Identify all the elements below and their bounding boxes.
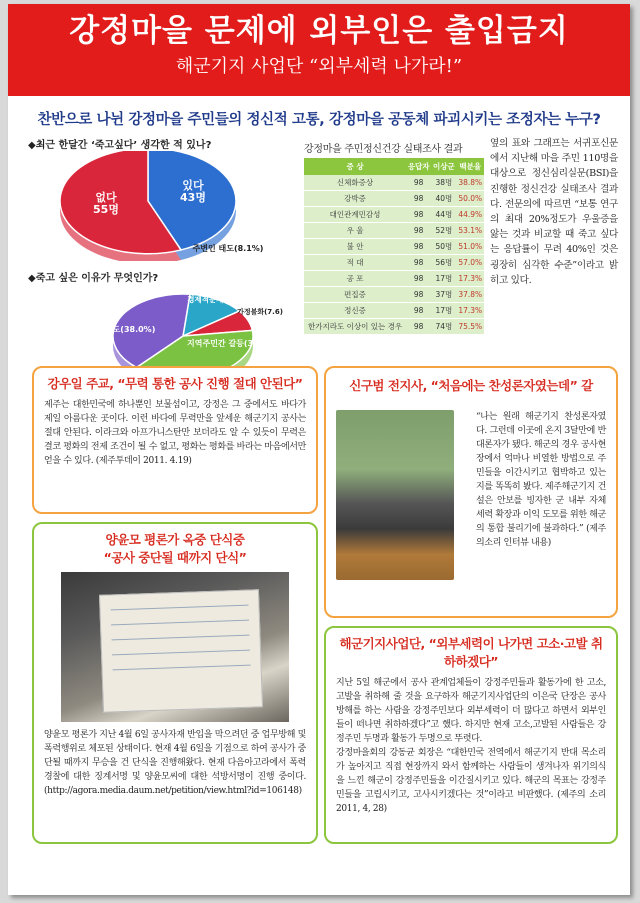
intro-text: 옆의 표와 그래프는 서귀포신문에서 지난해 마을 주민 110명을 대상으로 정신심리실문(BSI)을 진행한 정신건강 실태조사 결과다. 전문의에 따르면 “보통 연구의 최대 20%정도가 우울증을 앓는 것과 비교할 때 죽고 싶다는 응답률이 무려 40%인 것은 굉장히 심각한 수준”이라고 밝히고 있다.: [490, 138, 618, 286]
table-cell: 57.0%: [457, 255, 484, 271]
header-banner: [8, 4, 630, 96]
table-cell: 98: [406, 287, 431, 303]
table-cell: 44명: [431, 207, 456, 223]
table-cell: 40명: [431, 191, 456, 207]
chart1-question: ◆최근 한달간 ‘죽고싶다’ 생각한 적 있나?: [28, 140, 212, 151]
table-cell: 98: [406, 255, 431, 271]
table-cell: 98: [406, 239, 431, 255]
pie-slice-label: 없다: [95, 191, 117, 204]
table-cell: 적 대: [304, 255, 406, 271]
survey-table: [304, 158, 484, 335]
table-cell: 17.3%: [457, 271, 484, 287]
table-cell: 공 포: [304, 271, 406, 287]
table-header-cell: 증 상: [304, 158, 406, 175]
table-cell: 98: [406, 223, 431, 239]
table-cell: 74명: [431, 319, 456, 335]
pie-chart-1: [28, 151, 296, 261]
box3-title-line2: “공사 중단될 때까지 단식”: [103, 550, 247, 565]
box2-title: 신구범 전지사, “처음에는 찬성론자였는데” 갈: [349, 378, 593, 393]
table-cell: 51.0%: [457, 239, 484, 255]
page: [8, 4, 630, 895]
table-row: [304, 255, 484, 271]
table-cell: 37명: [431, 287, 456, 303]
table-cell: 98: [406, 319, 431, 335]
table-cell: 신체화증상: [304, 175, 406, 191]
table-row: [304, 303, 484, 319]
box1-body: 제주는 대한민국에 하나뿐인 보물섬이고, 강정은 그 중에서도 바다가 제일 아름다운 곳이다. 이런 바다에 무력만을 앞세운 해군기지 공사는 절대 안된다. 이라크와 아프가니스탄만 보더라도 알 수 있듯이 무력은 결코 평화의 전제 조건이 될 수 없고, 평화는 평화를 바라는 마음에서만 얻을 수 있다. (제주투데이 2011. 4.19): [44, 400, 306, 466]
table-row: [304, 175, 484, 191]
survey-table-area: [304, 140, 484, 335]
box3-body: 양윤모 평론가 지난 4월 6일 공사자재 반입을 막으려던 중 업무방해 및 폭력행위로 체포된 상태이다. 현재 4월 6일을 기점으로 하여 공사가 중단될 때까지 무승을 건 단식을 진행해왔다. 현재 다음아고라에서 폭력경찰에 대한 징계서명 및 양윤모씨에 대한 석방서명이 진행 중이다.(http://agora.media.daum.net/petition/view.html?id=106148): [44, 730, 306, 796]
pie-charts: [28, 136, 296, 366]
table-cell: 56명: [431, 255, 456, 271]
table-header-cell: 이상군: [431, 158, 456, 175]
table-cell: 불 안: [304, 239, 406, 255]
box4-title: 해군기지사업단, “외부세력이 나가면 고소·고발 취하하겠다”: [339, 636, 603, 669]
table-cell: 17명: [431, 271, 456, 287]
table-cell: 44.9%: [457, 207, 484, 223]
table-cell: 50.0%: [457, 191, 484, 207]
photo-man-with-dog: [336, 410, 454, 580]
table-cell: 대인관계민감성: [304, 207, 406, 223]
table-cell: 정신증: [304, 303, 406, 319]
table-row: [304, 239, 484, 255]
pie-slice-label: 가정불화(7.6): [237, 308, 283, 316]
table-row: [304, 287, 484, 303]
section-title: 찬반으로 나뉜 강정마을 주민들의 정신적 고통, 강정마을 공동체 파괴시키는 조정자는 누구?: [37, 112, 601, 128]
box1-title: 강우일 주교, “무력 통한 공사 진행 절대 안된다”: [47, 376, 303, 391]
pie-slice-label: 지역주민간 갈등(36.7%): [187, 339, 279, 348]
table-cell: 17.3%: [457, 303, 484, 319]
pie-slice-label: 정부나 도의 태도(38.0%): [60, 325, 156, 334]
box-shin-governor: [324, 366, 618, 618]
page-title: 강정마을 문제에 외부인은 출입금지: [69, 13, 569, 49]
table-row: [304, 223, 484, 239]
box2-body: “나는 원래 해군기지 찬성론자였다. 그런데 이곳에 온지 3달만에 반대론자가 됐다. 해군의 경우 공사현장에서 억마나 비열한 방법으로 주민들을 이간시키고 협박하고 있는 지를 똑똑히 봤다. 제주해군기지 건설은 안보를 빙자한 군 내부 자체 세력 확장과 이익 도모를 위한 해군의 통합 불리기에 불과하다.” (제주의소리 인터뷰 내용): [476, 412, 606, 548]
table-header-cell: 백분율: [457, 158, 484, 175]
table-cell: 98: [406, 175, 431, 191]
box-kang-bishop: [32, 366, 318, 514]
table-cell: 한가지라도 이상이 있는 경우: [304, 319, 406, 335]
table-row: [304, 271, 484, 287]
table-cell: 98: [406, 207, 431, 223]
table-cell: 편집증: [304, 287, 406, 303]
box-yang-hunger-strike: [32, 522, 318, 844]
table-caption: 강정마을 주민정신건강 실태조사 결과: [304, 144, 463, 155]
table-cell: 강박증: [304, 191, 406, 207]
table-cell: 98: [406, 303, 431, 319]
table-cell: 98: [406, 191, 431, 207]
pie-slice-label: 경제적문제(12.6): [187, 295, 249, 304]
table-cell: 50명: [431, 239, 456, 255]
table-header-cell: 응답자: [406, 158, 431, 175]
table-cell: 75.5%: [457, 319, 484, 335]
table-cell: 98: [406, 271, 431, 287]
table-cell: 53.1%: [457, 223, 484, 239]
table-cell: 37.8%: [457, 287, 484, 303]
box3-title-line1: 양윤모 평론가 옥중 단식중: [105, 532, 245, 547]
box4-body2: 강정마을회의 강동균 회장은 “대한민국 전역에서 해군기지 반대 목소리가 높아지고 직접 현장까지 와서 함께하는 사람들이 생겨나자 위기의식을 느낀 해군이 강정주민들을 이간질시키고 있다. 해군의 목표는 강정주민들을 고립시키고, 고사시키겠다는 것”이라고 비판했다. (제주의 소리 2011, 4, 28): [336, 748, 606, 814]
letter-paper: [99, 589, 263, 713]
table-cell: 52명: [431, 223, 456, 239]
chart2-question: ◆죽고 싶은 이유가 무엇인가?: [28, 273, 159, 284]
table-row: [304, 207, 484, 223]
table-cell: 38.8%: [457, 175, 484, 191]
box4-body1: 지난 5일 해군에서 공사 관계업체들이 강정주민들과 활동가에 한 고소, 고발을 취하해 줄 것을 요구하자 해군기지사업단의 이은국 단장은 공사방해를 하는 사람을 강정주민보다 외부세력이 더 많다고 하면서 외부인들이 떠나면 취하하겠다”고 했다. 하지만 현재 고소,고발된 사람들은 강정주민 두명과 활동가 두명으로 뚜렷다.: [336, 678, 606, 744]
photo-handwritten-letter: [61, 572, 289, 722]
pie-count-label: 55명: [93, 203, 119, 216]
table-row: [304, 319, 484, 335]
table-cell: 38명: [431, 175, 456, 191]
table-row: [304, 191, 484, 207]
page-subtitle: 해군기지 사업단 “외부세력 나가라!”: [175, 56, 463, 77]
box-navy-headquarters: [324, 626, 618, 844]
table-cell: 17명: [431, 303, 456, 319]
table-cell: 우 울: [304, 223, 406, 239]
pie-slice-label: 주변인 태도(8.1%): [192, 244, 264, 253]
pie-count-label: 43명: [180, 191, 206, 204]
pie-slice-label: 있다: [182, 179, 204, 192]
